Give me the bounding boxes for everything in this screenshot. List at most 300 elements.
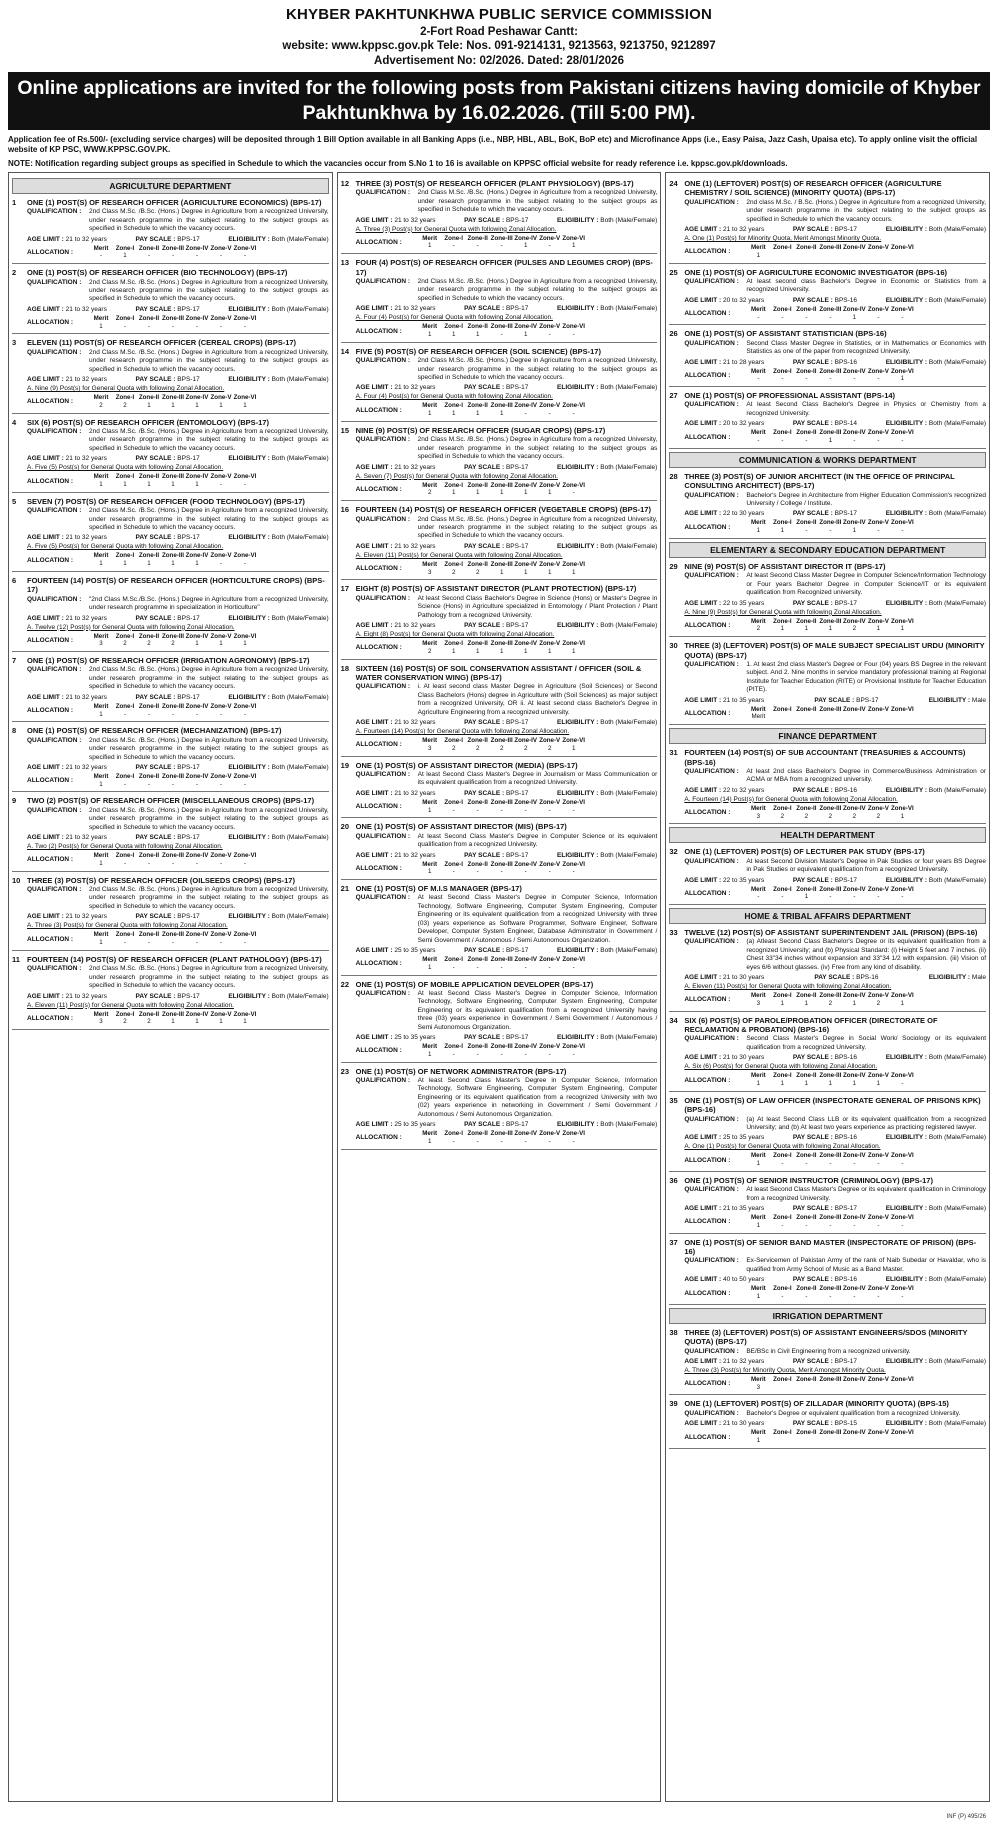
zone-value: - — [548, 868, 551, 876]
post-meta — [356, 852, 658, 859]
department-title: ELEMENTARY & SECONDARY EDUCATION DEPARTMENT — [669, 542, 986, 558]
elig-label: ELIGIBILITY : — [557, 719, 599, 727]
post-body — [27, 726, 329, 788]
zone-value: - — [243, 859, 247, 867]
pay-label: PAY SCALE : — [464, 216, 505, 224]
banner: Online applications are invited for the following posts from Pakistani citizens having domicile of Khyber Pakhtunkhwa by 16.02.2026. (Till 5:00 PM). — [8, 72, 990, 130]
zone-header: Zone-I — [773, 1429, 792, 1437]
allocation-header-row — [418, 861, 586, 869]
zone-header: Zone-V — [867, 305, 889, 313]
zone-value: - — [805, 437, 808, 445]
post-number: 19 — [340, 760, 350, 770]
qualification-label: QUALIFICATION : — [27, 666, 82, 674]
zone-header: Merit — [750, 705, 766, 713]
post-number: 28 — [669, 471, 678, 481]
age-label: AGE LIMIT : — [355, 622, 393, 630]
allocation-header-row — [746, 368, 914, 376]
qualification-row — [684, 1257, 986, 1274]
post-number: 23 — [340, 1066, 350, 1076]
zone-header: Zone-I — [773, 885, 792, 893]
elig-value: Both (Male/Female) — [271, 913, 329, 921]
pay-value: BPS-17 — [505, 622, 529, 630]
post-separator — [341, 1062, 658, 1063]
zone-value: 1 — [756, 251, 761, 259]
age-label: AGE LIMIT : — [355, 216, 393, 224]
allocation-values-row — [746, 893, 914, 901]
zone-header: Zone-I — [444, 956, 463, 964]
zone-value: 3 — [756, 812, 761, 820]
qualification-text: At least Second Division Master's Degree in Pak Studies or four years BS Degree in Pak Studies or equivalent qualification from a recognized University. — [746, 857, 987, 874]
zone-header: Zone-I — [115, 552, 135, 560]
qualification-text: 2nd Class M.Sc. /B.Sc. (Hons.) Degree in Agriculture from a recognized University, under research programme in the subject relating to the subject groups as specified in Schedule to which the vacancy occurs. — [417, 436, 658, 461]
department-title: COMMUNICATION & WORKS DEPARTMENT — [669, 452, 986, 468]
pay-scale — [814, 974, 878, 981]
qualification-text: BE/BSc in Civil Engineering from a recognized university. — [746, 1347, 911, 1355]
zone-header: Zone-V — [210, 772, 232, 780]
qualification-label: QUALIFICATION : — [684, 491, 739, 499]
post-title: THREE (3) POST(S) OF JUNIOR ARCHITECT (IN THE OFFICE OF PRINCIPAL CONSULTING ARCHITECT) (BPS-17) — [684, 471, 955, 491]
pay-scale — [136, 993, 200, 1000]
age-value: 21 to 32 years — [394, 851, 436, 859]
elig-label: ELIGIBILITY : — [557, 789, 599, 797]
post-body — [27, 796, 329, 867]
zone-header: Zone-IV — [514, 1130, 538, 1138]
elig-value: Both (Male/Female) — [928, 1420, 986, 1428]
qualification-text: 2nd Class M.Sc. /B.Sc. (Hons.) Degree in Agriculture from a recognized University, under research programme in the subject relating to the subject groups as specified in Schedule to which the vacancy occurs. — [89, 507, 329, 532]
zone-value: - — [829, 1221, 832, 1229]
qualification-text: Ex-Servicemen of Pakistan Army of the rank of Naib Subedar or Havaldar, who is qualified from Army School of Music as a Band Master. — [746, 1257, 987, 1273]
eligibility — [557, 947, 657, 954]
age-limit — [27, 306, 107, 313]
zone-header: Zone-VI — [562, 481, 586, 489]
zone-value: 1 — [171, 560, 175, 568]
quota-note: A. Four (4) Post(s) for General Quota with following Zonal Allocation. — [355, 393, 553, 401]
age-label: AGE LIMIT : — [355, 851, 393, 859]
post-body — [27, 656, 329, 718]
post-item — [669, 179, 986, 260]
zone-value — [842, 1384, 866, 1392]
age-label: AGE LIMIT : — [27, 455, 64, 463]
post-body — [684, 928, 986, 1008]
zone-value: 2 — [451, 744, 456, 752]
elig-label: ELIGIBILITY : — [885, 1134, 928, 1142]
post-item — [669, 1016, 986, 1088]
post-body — [27, 198, 329, 260]
zone-header: Zone-II — [796, 617, 817, 625]
qualification-label: QUALIFICATION : — [684, 660, 739, 668]
zone-value: - — [147, 939, 151, 947]
zone-value: - — [877, 893, 880, 901]
eligibility — [886, 1054, 986, 1061]
eligibility — [557, 719, 657, 726]
zone-value — [890, 1384, 914, 1392]
post-number: 14 — [340, 346, 350, 356]
post-title: FIVE (5) POST(S) OF RESEARCH OFFICER (SOIL SCIENCE) (BPS-17) — [355, 346, 601, 356]
zone-value: - — [853, 1293, 856, 1301]
post-item — [12, 656, 329, 718]
zone-value: 1 — [219, 640, 223, 648]
pay-label: PAY SCALE : — [464, 719, 505, 727]
post-title: ONE (1) POST(S) OF PROFESSIONAL ASSISTANT (BPS-14) — [684, 391, 896, 401]
zone-header: Zone-I — [115, 1010, 135, 1018]
zone-value: - — [781, 1221, 784, 1229]
qualification-row — [356, 894, 658, 945]
pay-value: BPS-17 — [177, 693, 200, 701]
post-meta — [27, 834, 329, 841]
zone-value — [770, 252, 794, 260]
zone-header: Zone-V — [210, 552, 232, 560]
allocation-values-row — [89, 640, 257, 648]
age-value: 22 to 35 years — [723, 599, 765, 607]
age-limit — [684, 1276, 764, 1283]
pay-value: BPS-17 — [177, 834, 200, 842]
zone-header: Zone-V — [539, 798, 561, 806]
post-title: NINE (9) POST(S) OF RESEARCH OFFICER (SUGAR CROPS) (BPS-17) — [355, 425, 606, 435]
allocation-header-row — [418, 561, 586, 569]
zone-header: Merit — [750, 367, 766, 375]
zone-value: - — [219, 859, 223, 867]
pay-label: PAY SCALE : — [135, 376, 176, 384]
zone-value: - — [123, 710, 127, 718]
zone-header: Zone-IV — [843, 244, 866, 252]
age-label: AGE LIMIT : — [355, 947, 393, 955]
post-title: FOURTEEN (14) POST(S) OF RESEARCH OFFICER (VEGETABLE CROPS) (BPS-17) — [355, 505, 651, 515]
allocation-table — [418, 1043, 586, 1059]
zone-value: 1 — [451, 331, 456, 339]
pay-label: PAY SCALE : — [464, 851, 505, 859]
allocation — [684, 706, 986, 722]
age-value: 25 to 35 years — [723, 1134, 765, 1142]
allocation-values-row — [418, 569, 586, 577]
qualification-text: Second Class Master's Degree in Social Work/ Sociology or its equivalent qualification from a recognized University. — [746, 1035, 987, 1051]
age-limit — [684, 1134, 764, 1141]
zone-header: Zone-IV — [514, 798, 538, 806]
allocation-header-row — [746, 992, 914, 1000]
post-meta — [27, 376, 329, 383]
qualification-label: QUALIFICATION : — [684, 277, 739, 285]
zone-header: Zone-VI — [562, 323, 586, 331]
zone-header: Zone-III — [490, 956, 513, 964]
zone-header: Merit — [750, 305, 766, 313]
allocation-header-row — [746, 244, 914, 252]
zone-value: 1 — [756, 1160, 761, 1168]
allocation-header-row — [418, 1043, 586, 1051]
zone-header: Merit — [93, 702, 109, 710]
allocation — [356, 956, 658, 972]
zone-value: - — [901, 313, 904, 321]
qualification-label: QUALIFICATION : — [27, 806, 82, 814]
columns — [8, 172, 990, 1802]
post-number: 6 — [12, 575, 17, 585]
zone-value: 1 — [900, 375, 905, 383]
zone-value: 1 — [499, 410, 504, 418]
allocation — [684, 1214, 986, 1230]
zone-header: Zone-V — [867, 1285, 889, 1293]
qualification-row — [684, 1348, 986, 1356]
zone-value: - — [452, 963, 455, 971]
post-separator — [12, 791, 329, 792]
zone-value: - — [219, 322, 223, 330]
post-body — [356, 505, 658, 576]
qualification-label: QUALIFICATION : — [27, 595, 82, 603]
age-label: AGE LIMIT : — [27, 376, 64, 384]
elig-label: ELIGIBILITY : — [885, 1276, 928, 1284]
allocation-label: ALLOCATION : — [684, 1433, 731, 1441]
age-label: AGE LIMIT : — [27, 693, 64, 701]
allocation-label: ALLOCATION : — [27, 777, 74, 785]
org-name: KHYBER PAKHTUNKHWA PUBLIC SERVICE COMMISSION — [285, 6, 713, 23]
zone-header: Merit — [750, 992, 766, 1000]
pay-scale — [793, 1420, 857, 1427]
zone-header: Zone-II — [467, 737, 488, 745]
zone-header: Zone-III — [490, 1130, 513, 1138]
age-limit — [356, 217, 436, 224]
zone-value: - — [147, 322, 151, 330]
post-separator — [12, 1029, 329, 1030]
zone-value: 1 — [900, 812, 905, 820]
zone-header: Merit — [750, 1072, 766, 1080]
allocation-values-row — [746, 1222, 914, 1230]
zone-header: Zone-II — [138, 931, 160, 939]
age-label: AGE LIMIT : — [27, 763, 64, 771]
zone-header: Zone-I — [444, 402, 463, 410]
zone-header: Zone-IV — [843, 367, 866, 375]
allocation — [684, 306, 986, 322]
zone-header: Zone-II — [796, 1152, 817, 1160]
zone-value: - — [548, 806, 551, 814]
zone-value: - — [243, 710, 247, 718]
age-value: 21 to 32 years — [394, 384, 436, 392]
post-meta — [27, 455, 329, 462]
pay-value: BPS-17 — [177, 763, 200, 771]
zone-value: 1 — [451, 410, 456, 418]
zone-header: Zone-I — [773, 1375, 792, 1383]
allocation — [356, 482, 658, 498]
allocation-values-row — [746, 314, 914, 322]
age-value: 21 to 32 years — [394, 305, 436, 313]
zone-value: - — [243, 780, 247, 788]
post-separator — [341, 975, 658, 976]
pay-scale — [464, 1034, 528, 1041]
pay-scale — [464, 852, 528, 859]
allocation-values-row — [418, 745, 586, 753]
post-item — [12, 497, 329, 568]
age-limit — [684, 1420, 764, 1427]
zone-value: 1 — [99, 322, 103, 330]
pay-scale — [464, 217, 528, 224]
post-meta — [684, 1420, 986, 1427]
post-body — [27, 955, 329, 1026]
zone-header: Merit — [93, 852, 109, 860]
zone-header: Zone-IV — [843, 885, 866, 893]
post-number: 25 — [669, 267, 678, 277]
pay-label: PAY SCALE : — [464, 1034, 505, 1042]
post-body — [356, 664, 658, 753]
post-separator — [669, 724, 986, 725]
zone-header: Merit — [93, 394, 109, 402]
allocation-table — [746, 244, 914, 260]
pay-scale — [793, 297, 857, 304]
qualification-row — [27, 666, 329, 691]
elig-value: Both (Male/Female) — [928, 1276, 986, 1284]
age-label: AGE LIMIT : — [355, 789, 393, 797]
post-title: ONE (1) POST(S) OF MOBILE APPLICATION DEVELOPER (BPS-17) — [355, 979, 594, 989]
zone-header: Zone-II — [138, 632, 160, 640]
allocation — [684, 1376, 986, 1392]
zone-value: 1 — [219, 401, 223, 409]
elig-value: Both (Male/Female) — [600, 1034, 658, 1042]
post-number: 1 — [12, 198, 17, 208]
qualification-label: QUALIFICATION : — [355, 189, 411, 197]
qualification-row — [684, 278, 986, 295]
age-value: 21 to 32 years — [394, 789, 436, 797]
zone-value: - — [123, 859, 127, 867]
zone-header: Zone-VI — [233, 394, 257, 402]
allocation — [684, 992, 986, 1008]
zone-value: - — [524, 868, 527, 876]
qualification-text: At least 2nd class Bachelor's Degree in Commerce/Business Administration or ACMA or MBA from a recognized university. — [746, 767, 987, 784]
post-item — [669, 1238, 986, 1301]
post-meta — [684, 600, 986, 607]
qualification-row — [684, 1116, 986, 1133]
zone-value: 2 — [876, 812, 881, 820]
zone-value: - — [195, 780, 199, 788]
zone-header: Zone-I — [115, 702, 135, 710]
zone-header: Zone-IV — [843, 1214, 866, 1222]
qualification-row — [684, 199, 986, 224]
pay-value: BPS-17 — [177, 992, 200, 1000]
post-title: FOUR (4) POST(S) OF RESEARCH OFFICER (PULSES AND LEGUMES CROP) (BPS-17) — [355, 258, 653, 277]
age-value: 21 to 28 years — [723, 358, 765, 366]
allocation-table — [418, 482, 586, 498]
elig-label: ELIGIBILITY : — [557, 947, 599, 955]
age-value: 21 to 30 years — [723, 1420, 765, 1428]
zone-header: Merit — [750, 1375, 766, 1383]
allocation-table — [746, 1152, 914, 1168]
post-item — [12, 726, 329, 788]
zone-value: 2 — [171, 640, 175, 648]
zone-value: - — [524, 963, 527, 971]
allocation-header-row — [746, 1376, 914, 1384]
post-item — [341, 426, 658, 497]
zone-value: 2 — [780, 812, 785, 820]
zone-value: Merit — [751, 713, 766, 721]
zone-value: 3 — [99, 1018, 103, 1026]
post-body — [356, 347, 658, 418]
zone-value: 1 — [195, 481, 199, 489]
zone-value: - — [781, 1293, 784, 1301]
zone-value: 2 — [147, 640, 151, 648]
zone-header: Merit — [93, 772, 109, 780]
post-item — [669, 1176, 986, 1230]
allocation-table — [746, 1376, 914, 1392]
zone-value: - — [219, 710, 223, 718]
post-meta — [27, 615, 329, 622]
zone-header: Zone-I — [773, 429, 792, 437]
zone-value: - — [171, 780, 175, 788]
allocation-values-row — [89, 711, 257, 719]
qualification-text: 1. At least 2nd class Master's Degree or Four (04) years BS Degree in the relevant subject. And 2. Nine months in service mandatory professional training at Regional Institute for Teacher Education (RITE) or Provisional Institute for Teacher Education (PITE). — [746, 660, 987, 694]
pay-scale — [464, 790, 528, 797]
allocation-label: ALLOCATION : — [684, 709, 731, 717]
quota-note: A. Four (4) Post(s) for General Quota with following Zonal Allocation. — [355, 314, 553, 322]
zone-value: 1 — [427, 963, 432, 971]
allocation-values-row — [418, 331, 586, 339]
zone-value: - — [171, 939, 175, 947]
post-number: 21 — [340, 884, 350, 894]
zone-header: Zone-III — [819, 1214, 842, 1222]
age-limit — [356, 1121, 436, 1128]
pay-value: BPS-17 — [834, 226, 858, 234]
post-body — [356, 426, 658, 497]
age-limit — [356, 1034, 436, 1041]
pay-label: PAY SCALE : — [464, 305, 505, 313]
zone-value: 1 — [99, 481, 103, 489]
zone-value: - — [500, 1050, 503, 1058]
zone-value: - — [829, 313, 832, 321]
qualification-label: QUALIFICATION : — [684, 1347, 739, 1355]
age-limit — [684, 420, 764, 427]
pay-label: PAY SCALE : — [792, 226, 833, 234]
zone-value: 1 — [427, 868, 432, 876]
zone-header: Zone-I — [115, 473, 135, 481]
post-title: FOURTEEN (14) POST(S) OF RESEARCH OFFICER (PLANT PATHOLOGY) (BPS-17) — [27, 954, 322, 964]
zone-value: - — [572, 1137, 575, 1145]
zone-header: Zone-VI — [233, 552, 257, 560]
allocation-header-row — [89, 852, 257, 860]
allocation-label: ALLOCATION : — [684, 889, 731, 897]
post-number: 17 — [340, 584, 350, 594]
post-item — [12, 198, 329, 260]
age-value: 25 to 35 years — [394, 947, 436, 955]
zone-value: 1 — [123, 481, 127, 489]
zone-header: Zone-III — [819, 705, 842, 713]
zone-value: - — [548, 410, 551, 418]
elig-value: Both (Male/Female) — [928, 599, 986, 607]
elig-label: ELIGIBILITY : — [557, 463, 599, 471]
zone-value: - — [99, 252, 103, 260]
pay-label: PAY SCALE : — [135, 913, 176, 921]
zone-value: 1 — [852, 1080, 857, 1088]
zone-header: Zone-IV — [185, 552, 209, 560]
post-meta — [684, 420, 986, 427]
zone-value: - — [572, 868, 575, 876]
zone-value: - — [195, 322, 199, 330]
zone-header: Zone-VI — [891, 885, 914, 893]
zone-header: Zone-III — [490, 798, 513, 806]
elig-value: Both (Male/Female) — [928, 510, 986, 518]
allocation — [356, 323, 658, 339]
advert-no: Advertisement No: 02/2026. Dated: 28/01/2026 — [374, 54, 624, 67]
zone-header: Zone-II — [796, 244, 817, 252]
post-number: 24 — [669, 179, 678, 189]
qualification-text: Bachelor's Degree in Architecture from Higher Education Commission's recognized University / College / Institute. — [746, 491, 987, 508]
zone-header: Zone-V — [210, 702, 232, 710]
post-separator — [12, 651, 329, 652]
pay-label: PAY SCALE : — [135, 614, 176, 622]
eligibility — [228, 306, 328, 313]
zone-value: 1 — [900, 999, 905, 1007]
age-limit — [684, 1205, 764, 1212]
zone-value: - — [572, 1050, 575, 1058]
quota-note: A. Nine (9) Post(s) for General Quota with following Zonal Allocation. — [27, 385, 225, 393]
elig-label: ELIGIBILITY : — [557, 305, 599, 313]
zone-value: - — [572, 331, 575, 339]
zone-header: Zone-V — [539, 1043, 561, 1051]
post-title: ONE (1) (LEFTOVER) POST(S) OF RESEARCH OFFICER (AGRICULTURE CHEMISTRY / SOIL SCIENCE) (MINORITY QUOTA) (BPS-17) — [684, 179, 942, 198]
zone-header: Zone-VI — [233, 632, 257, 640]
age-limit — [27, 834, 107, 841]
